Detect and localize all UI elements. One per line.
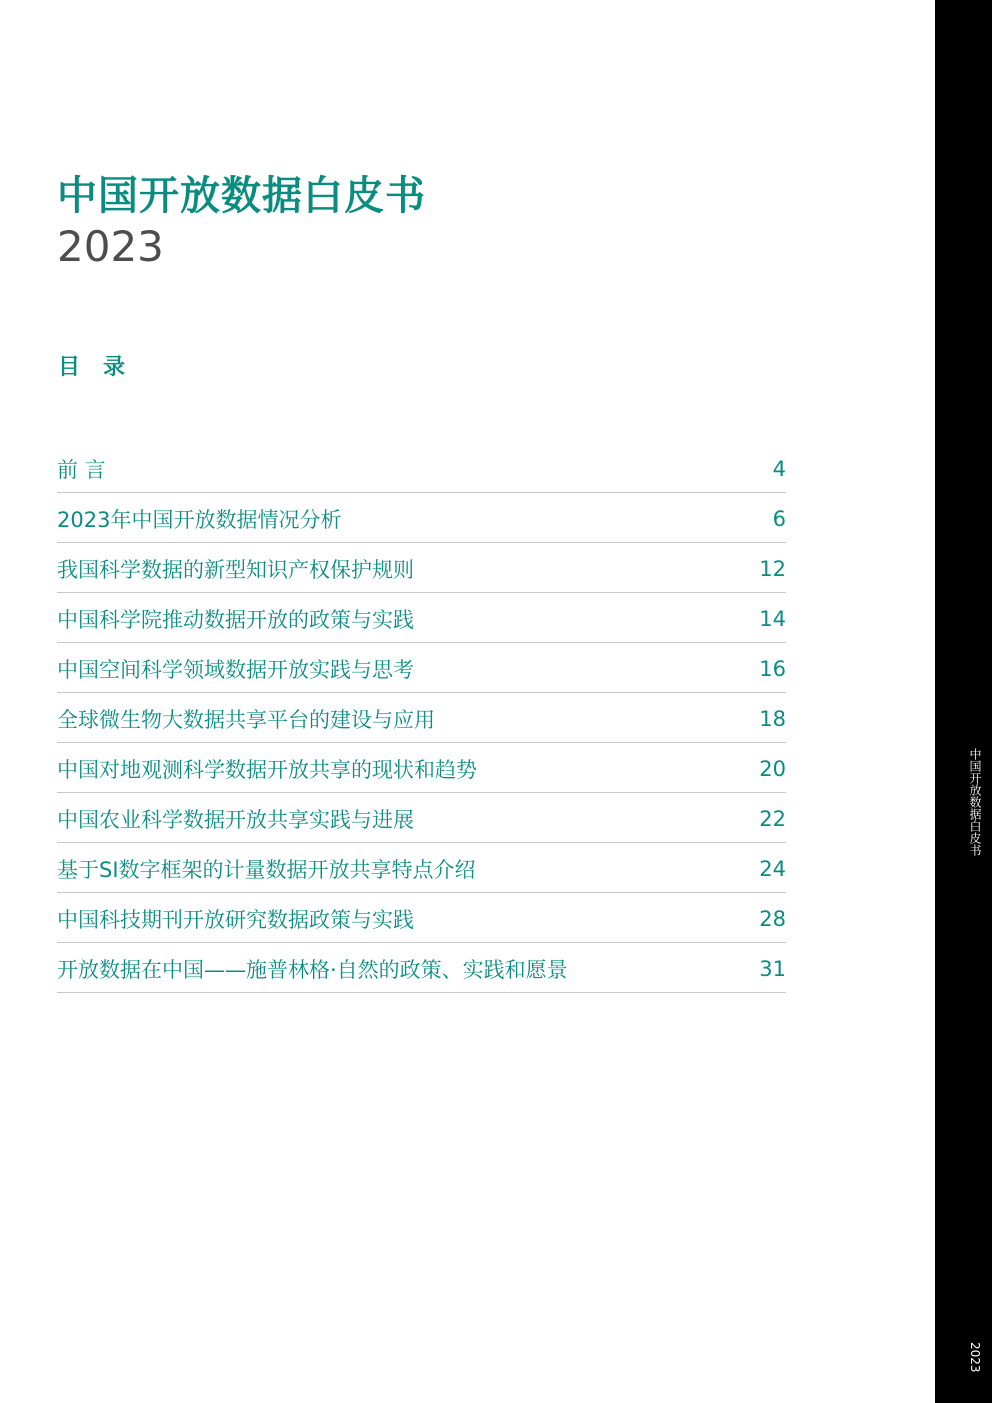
report-year: 2023 — [57, 222, 164, 271]
toc-entry-page: 4 — [772, 456, 786, 481]
report-title: 中国开放数据白皮书 — [57, 173, 426, 219]
toc-entry-title: 中国科技期刊开放研究数据政策与实践 — [57, 907, 414, 932]
toc-entry-title: 我国科学数据的新型知识产权保护规则 — [57, 557, 414, 582]
toc-entry-preface[interactable] — [57, 443, 786, 493]
toc-entry-page: 24 — [759, 856, 786, 881]
toc-entry[interactable] — [57, 893, 786, 943]
toc-entry[interactable] — [57, 743, 786, 793]
toc-entry[interactable] — [57, 493, 786, 543]
toc-entry-title: 开放数据在中国——施普林格·自然的政策、实践和愿景 — [57, 957, 568, 982]
toc-entry-page: 22 — [759, 806, 786, 831]
toc-entry[interactable] — [57, 793, 786, 843]
toc-entry-title: 前 言 — [57, 457, 106, 482]
toc-entry-page: 6 — [772, 506, 786, 531]
toc-entry-page: 16 — [759, 656, 786, 681]
toc-entry[interactable] — [57, 593, 786, 643]
side-bar — [935, 0, 992, 1403]
toc-entry-page: 12 — [759, 556, 786, 581]
toc-entry-page: 18 — [759, 706, 786, 731]
toc-entry[interactable] — [57, 543, 786, 593]
toc-entry-title: 2023年中国开放数据情况分析 — [57, 507, 342, 532]
toc-heading: 目 录 — [58, 355, 125, 380]
toc-entry-title: 中国空间科学领域数据开放实践与思考 — [57, 657, 414, 682]
toc-entry[interactable] — [57, 643, 786, 693]
toc-entry-title: 中国对地观测科学数据开放共享的现状和趋势 — [57, 757, 477, 782]
toc-entry[interactable] — [57, 693, 786, 743]
toc-entry-page: 31 — [759, 956, 786, 981]
toc-entry-title: 基于SI数字框架的计量数据开放共享特点介绍 — [57, 857, 476, 882]
toc-entry[interactable] — [57, 843, 786, 893]
toc-entry-title: 全球微生物大数据共享平台的建设与应用 — [57, 707, 435, 732]
side-running-title: 中国开放数据白皮书 — [968, 748, 982, 856]
side-running-year: 2023 — [968, 1342, 982, 1373]
toc-entry-title: 中国农业科学数据开放共享实践与进展 — [57, 807, 414, 832]
table-of-contents — [57, 443, 786, 993]
toc-entry-page: 20 — [759, 756, 786, 781]
toc-entry-page: 14 — [759, 606, 786, 631]
toc-entry[interactable] — [57, 943, 786, 993]
toc-entry-title: 中国科学院推动数据开放的政策与实践 — [57, 607, 414, 632]
toc-entry-page: 28 — [759, 906, 786, 931]
